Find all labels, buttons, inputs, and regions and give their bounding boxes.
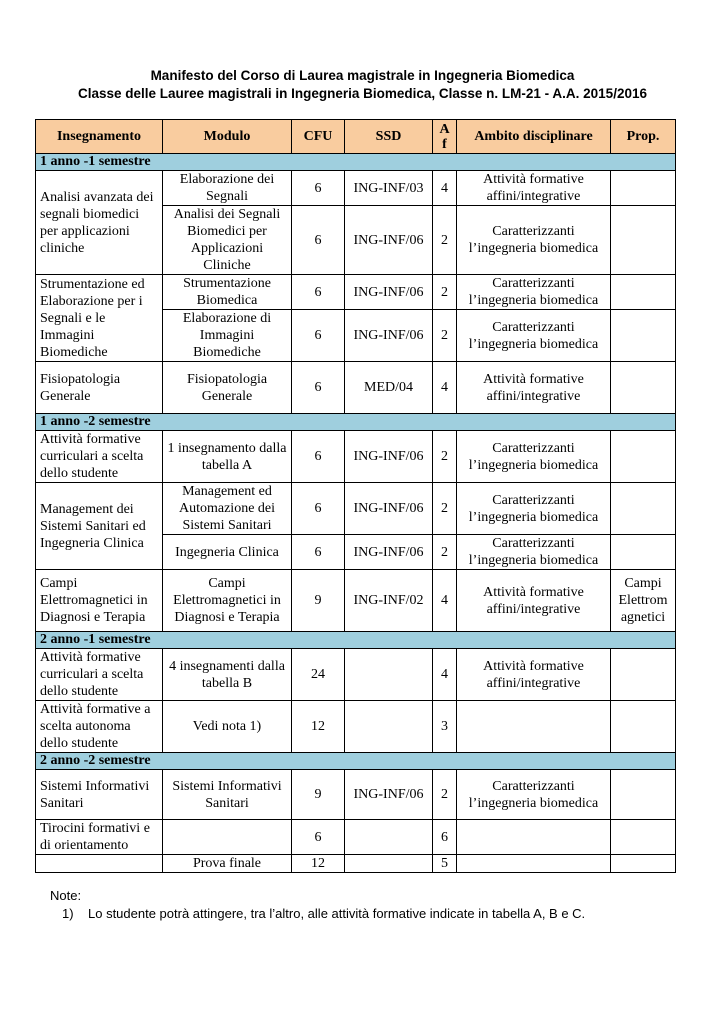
table-row [36, 275, 676, 310]
cell-ambito: Attività formative affini/integrative [457, 171, 611, 206]
cell-af: 4 [433, 570, 457, 632]
cell-modulo: Vedi nota 1) [163, 701, 292, 753]
cell-af: 4 [433, 362, 457, 414]
cell-ssd: ING-INF/06 [345, 431, 433, 483]
cell-cfu: 9 [292, 770, 345, 820]
cell-modulo: Prova finale [163, 855, 292, 873]
cell-prop [611, 649, 676, 701]
cell-ssd: ING-INF/06 [345, 770, 433, 820]
cell-prop [611, 855, 676, 873]
cell-prop [611, 701, 676, 753]
note-text: Lo studente potrà attingere, tra l’altro, alle attività formative indicate in tabella A, B e C. [88, 906, 586, 921]
cell-prop [611, 770, 676, 820]
cell-af: 5 [433, 855, 457, 873]
cell-cfu: 9 [292, 570, 345, 632]
table-row [36, 649, 676, 701]
cell-modulo: Management ed Automazione dei Sistemi Sanitari [163, 483, 292, 535]
cell-af: 2 [433, 310, 457, 362]
semester-label: 1 anno -1 semestre [36, 154, 676, 171]
header-cfu: CFU [292, 120, 345, 154]
cell-prop [611, 206, 676, 275]
cell-af: 2 [433, 206, 457, 275]
cell-prop [611, 483, 676, 535]
cell-ambito: Caratterizzanti l’ingegneria biomedica [457, 431, 611, 483]
cell-af: 4 [433, 171, 457, 206]
cell-prop [611, 171, 676, 206]
table-row [36, 820, 676, 855]
cell-af: 2 [433, 535, 457, 570]
cell-modulo [163, 820, 292, 855]
cell-ambito [457, 855, 611, 873]
table-row [36, 701, 676, 753]
cell-ssd: ING-INF/06 [345, 275, 433, 310]
cell-insegnamento: Analisi avanzata dei segnali biomedici per applicazioni cliniche [36, 171, 163, 275]
table-row [36, 171, 676, 206]
cell-ssd [345, 855, 433, 873]
notes [50, 887, 585, 923]
cell-prop [611, 431, 676, 483]
cell-insegnamento: Attività formative curriculari a scelta dello studente [36, 431, 163, 483]
cell-modulo: Strumentazione Biomedica [163, 275, 292, 310]
note-number: 1) [62, 906, 74, 921]
cell-modulo: 4 insegnamenti dalla tabella B [163, 649, 292, 701]
cell-ssd: ING-INF/06 [345, 483, 433, 535]
table-header [36, 120, 676, 154]
cell-ssd: ING-INF/03 [345, 171, 433, 206]
cell-cfu: 6 [292, 310, 345, 362]
cell-ssd [345, 701, 433, 753]
cell-prop [611, 310, 676, 362]
cell-af: 3 [433, 701, 457, 753]
cell-ambito [457, 701, 611, 753]
cell-prop: Campi Elettrom agnetici [611, 570, 676, 632]
header-af [433, 120, 457, 154]
cell-ssd: ING-INF/06 [345, 206, 433, 275]
document-title [0, 67, 725, 103]
curriculum-table [35, 119, 676, 873]
cell-cfu: 6 [292, 820, 345, 855]
cell-ssd [345, 820, 433, 855]
cell-af: 6 [433, 820, 457, 855]
cell-ambito: Attività formative affini/integrative [457, 649, 611, 701]
cell-ambito: Caratterizzanti l’ingegneria biomedica [457, 483, 611, 535]
cell-modulo: Campi Elettromagnetici in Diagnosi e Terapia [163, 570, 292, 632]
cell-insegnamento: Management dei Sistemi Sanitari ed Ingegneria Clinica [36, 483, 163, 570]
cell-cfu: 6 [292, 275, 345, 310]
table-row [36, 431, 676, 483]
header-af-line2: f [442, 136, 447, 152]
cell-ambito: Attività formative affini/integrative [457, 570, 611, 632]
cell-insegnamento: Attività formative curriculari a scelta dello studente [36, 649, 163, 701]
cell-cfu: 6 [292, 535, 345, 570]
cell-af: 2 [433, 431, 457, 483]
cell-insegnamento: Fisiopatologia Generale [36, 362, 163, 414]
cell-cfu: 6 [292, 206, 345, 275]
cell-insegnamento: Campi Elettromagnetici in Diagnosi e Terapia [36, 570, 163, 632]
cell-insegnamento: Tirocini formativi e di orientamento [36, 820, 163, 855]
cell-cfu: 6 [292, 431, 345, 483]
header-af-line1: A [439, 121, 450, 137]
cell-cfu: 6 [292, 362, 345, 414]
cell-prop [611, 820, 676, 855]
semester-row [36, 632, 676, 649]
notes-heading: Note: [50, 888, 82, 903]
cell-af: 4 [433, 649, 457, 701]
title-line-2: Classe delle Lauree magistrali in Ingegneria Biomedica, Classe n. LM-21 - A.A. 2015/2016 [78, 86, 647, 101]
semester-label: 1 anno -2 semestre [36, 414, 676, 431]
cell-modulo: Ingegneria Clinica [163, 535, 292, 570]
table-row [36, 570, 676, 632]
header-modulo: Modulo [163, 120, 292, 154]
cell-modulo: Fisiopatologia Generale [163, 362, 292, 414]
cell-cfu: 24 [292, 649, 345, 701]
cell-ssd: ING-INF/06 [345, 310, 433, 362]
cell-prop [611, 535, 676, 570]
cell-cfu: 12 [292, 701, 345, 753]
cell-prop [611, 275, 676, 310]
cell-af: 2 [433, 483, 457, 535]
cell-ambito [457, 820, 611, 855]
table-row [36, 362, 676, 414]
cell-modulo: Elaborazione dei Segnali [163, 171, 292, 206]
cell-ambito: Caratterizzanti l’ingegneria biomedica [457, 535, 611, 570]
title-line-1: Manifesto del Corso di Laurea magistrale in Ingegneria Biomedica [150, 68, 575, 83]
cell-ambito: Caratterizzanti l’ingegneria biomedica [457, 310, 611, 362]
header-ssd: SSD [345, 120, 433, 154]
header-prop: Prop. [611, 120, 676, 154]
table-body [36, 154, 676, 873]
cell-af: 2 [433, 770, 457, 820]
cell-cfu: 12 [292, 855, 345, 873]
semester-row [36, 154, 676, 171]
cell-insegnamento: Strumentazione ed Elaborazione per i Segnali e le Immagini Biomediche [36, 275, 163, 362]
table-row [36, 483, 676, 535]
semester-label: 2 anno -1 semestre [36, 632, 676, 649]
cell-ambito: Attività formative affini/integrative [457, 362, 611, 414]
table-row [36, 770, 676, 820]
cell-ssd [345, 649, 433, 701]
cell-af: 2 [433, 275, 457, 310]
table-row [36, 855, 676, 873]
cell-ssd: MED/04 [345, 362, 433, 414]
header-ambito: Ambito disciplinare [457, 120, 611, 154]
semester-row [36, 753, 676, 770]
cell-modulo: Sistemi Informativi Sanitari [163, 770, 292, 820]
cell-prop [611, 362, 676, 414]
cell-ambito: Caratterizzanti l’ingegneria biomedica [457, 770, 611, 820]
cell-ambito: Caratterizzanti l’ingegneria biomedica [457, 206, 611, 275]
note-item [50, 905, 585, 923]
cell-modulo: Elaborazione di Immagini Biomediche [163, 310, 292, 362]
cell-cfu: 6 [292, 483, 345, 535]
cell-insegnamento: Sistemi Informativi Sanitari [36, 770, 163, 820]
semester-row [36, 414, 676, 431]
cell-modulo: 1 insegnamento dalla tabella A [163, 431, 292, 483]
cell-ambito: Caratterizzanti l’ingegneria biomedica [457, 275, 611, 310]
cell-cfu: 6 [292, 171, 345, 206]
cell-modulo: Analisi dei Segnali Biomedici per Applicazioni Cliniche [163, 206, 292, 275]
header-insegnamento: Insegnamento [36, 120, 163, 154]
cell-insegnamento: Attività formative a scelta autonoma dello studente [36, 701, 163, 753]
cell-ssd: ING-INF/06 [345, 535, 433, 570]
cell-insegnamento [36, 855, 163, 873]
semester-label: 2 anno -2 semestre [36, 753, 676, 770]
cell-ssd: ING-INF/02 [345, 570, 433, 632]
